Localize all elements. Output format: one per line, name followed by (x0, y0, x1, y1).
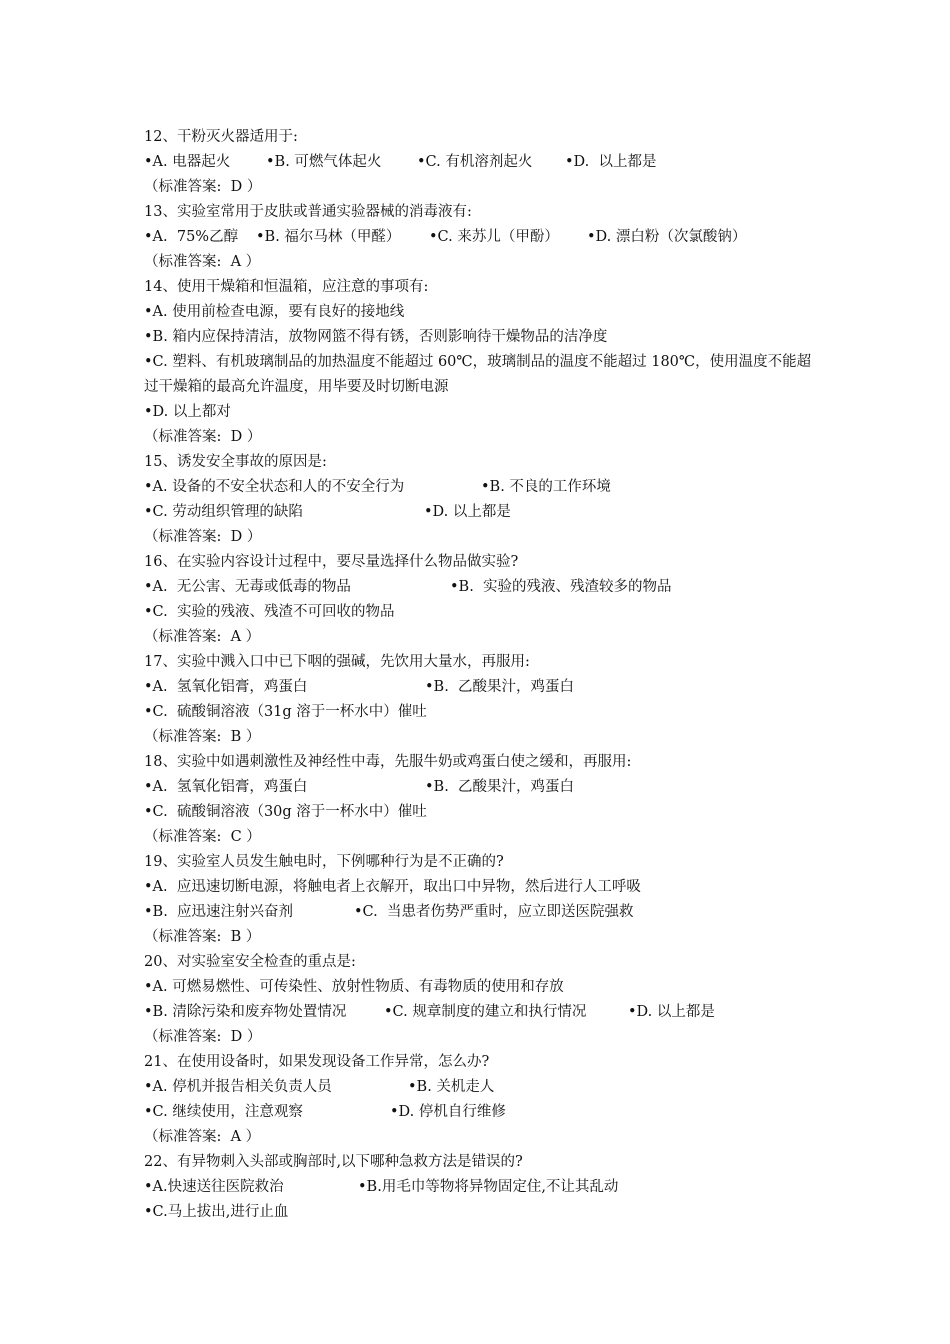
question-stem: 16、在实验内容设计过程中，要尽量选择什么物品做实验? (144, 554, 519, 570)
answer-option: •C. 硫酸铜溶液（30g 溶于一杯水中）催吐 (144, 804, 427, 820)
option-line (144, 1100, 824, 1125)
option-line (144, 775, 824, 800)
answer-option: •D. 以上都是 (628, 1004, 715, 1020)
option-line (144, 225, 824, 250)
option-line (144, 1175, 824, 1200)
answer-option: •A. 设备的不安全状态和人的不安全行为 (144, 479, 405, 495)
answer-option: •B. 乙酸果汁，鸡蛋白 (425, 779, 575, 795)
option-line (144, 150, 824, 175)
option-line (144, 675, 824, 700)
standard-answer: （标准答案: A ） (144, 1129, 261, 1145)
answer-option: •B.用毛巾等物将异物固定住,不让其乱动 (358, 1179, 619, 1195)
option-line (144, 1000, 824, 1025)
answer-option: •B. 箱内应保持清洁，放物网篮不得有锈，否则影响待干燥物品的洁净度 (144, 329, 608, 345)
answer-option: •C. 继续使用，注意观察 (144, 1104, 303, 1120)
option-line (144, 475, 824, 500)
answer-option: •D. 以上都是 (424, 504, 511, 520)
answer-option: •B. 应迅速注射兴奋剂 (144, 904, 294, 920)
answer-option: •B. 清除污染和废弃物处置情况 (144, 1004, 347, 1020)
answer-option: •C.马上拔出,进行止血 (144, 1204, 289, 1220)
question-stem: 12、干粉灭火器适用于: (144, 129, 298, 145)
question-stem: 20、对实验室安全检查的重点是: (144, 954, 356, 970)
question-stem: 18、实验中如遇刺激性及神经性中毒，先服牛奶或鸡蛋白使之缓和，再服用: (144, 754, 632, 770)
standard-answer: （标准答案: D ） (144, 429, 262, 445)
option-line (144, 500, 824, 525)
answer-option: •A. 氢氧化铝膏，鸡蛋白 (144, 679, 308, 695)
option-line (144, 1075, 824, 1100)
answer-option: •A. 氢氧化铝膏，鸡蛋白 (144, 779, 308, 795)
answer-option: •D. 以上都对 (144, 404, 231, 420)
standard-answer: （标准答案: C ） (144, 829, 261, 845)
answer-option: •A. 应迅速切断电源，将触电者上衣解开，取出口中异物，然后进行人工呼吸 (144, 879, 641, 895)
question-stem: 15、诱发安全事故的原因是: (144, 454, 327, 470)
answer-option: •C. 塑料、有机玻璃制品的加热温度不能超过 60℃，玻璃制品的温度不能超过 180℃，使用温度不能超过干燥箱的最高允许温度，用毕要及时切断电源 (144, 354, 812, 395)
answer-option: •B. 实验的残液、残渣较多的物品 (450, 579, 672, 595)
question-stem: 19、实验室人员发生触电时，下例哪种行为是不正确的? (144, 854, 504, 870)
answer-option: •A. 无公害、无毒或低毒的物品 (144, 579, 351, 595)
standard-answer: （标准答案: A ） (144, 629, 261, 645)
answer-option: •C. 有机溶剂起火 (417, 154, 533, 170)
answer-option: •C. 实验的残液、残渣不可回收的物品 (144, 604, 395, 620)
question-stem: 17、实验中溅入口中已下咽的强碱，先饮用大量水，再服用: (144, 654, 530, 670)
answer-option: •A. 可燃易燃性、可传染性、放射性物质、有毒物质的使用和存放 (144, 979, 564, 995)
option-line (144, 575, 824, 600)
answer-option: •D. 停机自行维修 (390, 1104, 506, 1120)
standard-answer: （标准答案: A ） (144, 254, 261, 270)
answer-option: •A. 75%乙醇 (144, 229, 239, 245)
standard-answer: （标准答案: D ） (144, 529, 262, 545)
standard-answer: （标准答案: B ） (144, 929, 261, 945)
question-stem: 13、实验室常用于皮肤或普通实验器械的消毒液有: (144, 204, 472, 220)
answer-option: •B. 福尔马林（甲醛） (256, 229, 401, 245)
answer-option: •B. 关机走人 (408, 1079, 495, 1095)
standard-answer: （标准答案: D ） (144, 1029, 262, 1045)
question-list (144, 125, 824, 1225)
answer-option: •B. 不良的工作环境 (481, 479, 611, 495)
answer-option: •D. 漂白粉（次氯酸钠） (587, 229, 747, 245)
answer-option: •C. 劳动组织管理的缺陷 (144, 504, 303, 520)
answer-option: •A.快速送往医院救治 (144, 1179, 284, 1195)
answer-option: •C. 硫酸铜溶液（31g 溶于一杯水中）催吐 (144, 704, 427, 720)
answer-option: •A. 停机并报告相关负责人员 (144, 1079, 332, 1095)
answer-option: •C. 当患者伤势严重时，应立即送医院强救 (354, 904, 634, 920)
question-stem: 21、在使用设备时，如果发现设备工作异常，怎么办? (144, 1054, 490, 1070)
option-line (144, 900, 824, 925)
answer-option: •C. 规章制度的建立和执行情况 (384, 1004, 587, 1020)
answer-option: •A. 电器起火 (144, 154, 231, 170)
answer-option: •D. 以上都是 (565, 154, 657, 170)
question-stem: 14、使用干燥箱和恒温箱，应注意的事项有: (144, 279, 429, 295)
answer-option: •B. 乙酸果汁，鸡蛋白 (425, 679, 575, 695)
standard-answer: （标准答案: D ） (144, 179, 262, 195)
question-stem: 22、有异物刺入头部或胸部时,以下哪种急救方法是错误的? (144, 1154, 523, 1170)
standard-answer: （标准答案: B ） (144, 729, 261, 745)
answer-option: •C. 来苏儿（甲酚） (429, 229, 559, 245)
answer-option: •A. 使用前检查电源，要有良好的接地线 (144, 304, 405, 320)
answer-option: •B. 可燃气体起火 (266, 154, 382, 170)
